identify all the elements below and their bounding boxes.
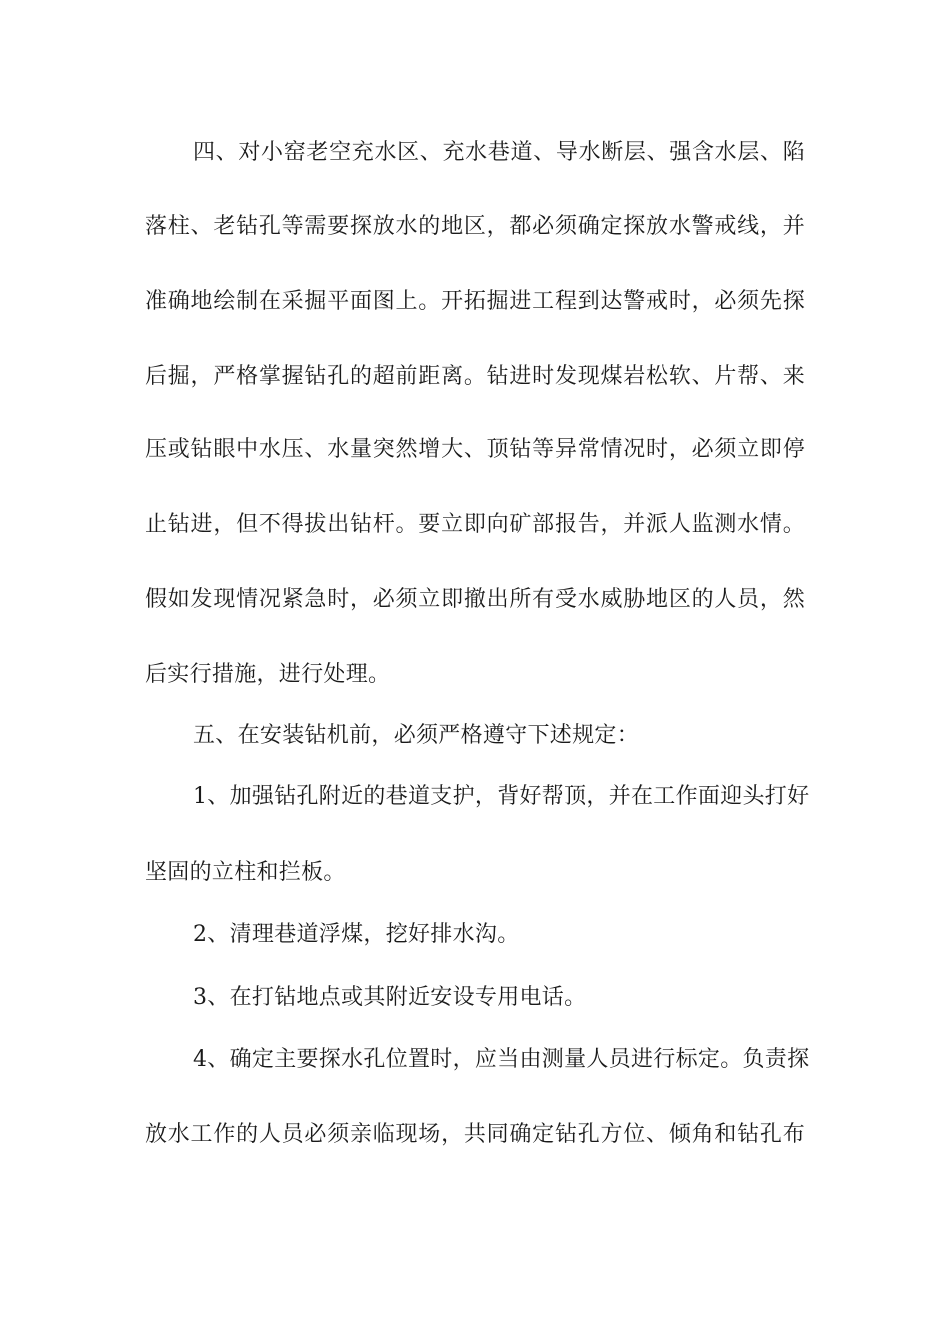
item-4-line-1: 4、确定主要探水孔位置时，应当由测量人员进行标定。负责探: [193, 1047, 810, 1072]
paragraph-4-line-7: 假如发现情况紧急时，必须立即撤出所有受水威胁地区的人员，然: [145, 587, 805, 612]
item-3: 3、在打钻地点或其附近安设专用电话。: [193, 985, 587, 1010]
paragraph-5-heading: 五、在安装钻机前，必须严格遵守下述规定：: [193, 723, 640, 748]
paragraph-4-line-6: 止钻进，但不得拔出钻杆。要立即向矿部报告，并派人监测水情。: [145, 512, 805, 537]
paragraph-4-line-8: 后实行措施，进行处理。: [145, 662, 391, 687]
paragraph-4-line-4: 后掘，严格掌握钻孔的超前距离。钻进时发现煤岩松软、片帮、来: [145, 364, 805, 389]
item-2: 2、清理巷道浮煤，挖好排水沟。: [193, 922, 520, 947]
item-4-line-2: 放水工作的人员必须亲临现场，共同确定钻孔方位、倾角和钻孔布: [145, 1122, 805, 1147]
paragraph-4-line-5: 压或钻眼中水压、水量突然增大、顶钻等异常情况时，必须立即停: [145, 437, 805, 462]
item-1-line-1: 1、加强钻孔附近的巷道支护，背好帮顶，并在工作面迎头打好: [193, 784, 810, 809]
item-1-line-2: 坚固的立柱和拦板。: [145, 860, 346, 885]
paragraph-4-line-2: 落柱、老钻孔等需要探放水的地区，都必须确定探放水警戒线，并: [145, 214, 805, 239]
paragraph-4-line-3: 准确地绘制在采掘平面图上。开拓掘进工程到达警戒时，必须先探: [145, 289, 805, 314]
paragraph-4-line-1: 四、对小窑老空充水区、充水巷道、导水断层、强含水层、陷: [193, 140, 805, 165]
